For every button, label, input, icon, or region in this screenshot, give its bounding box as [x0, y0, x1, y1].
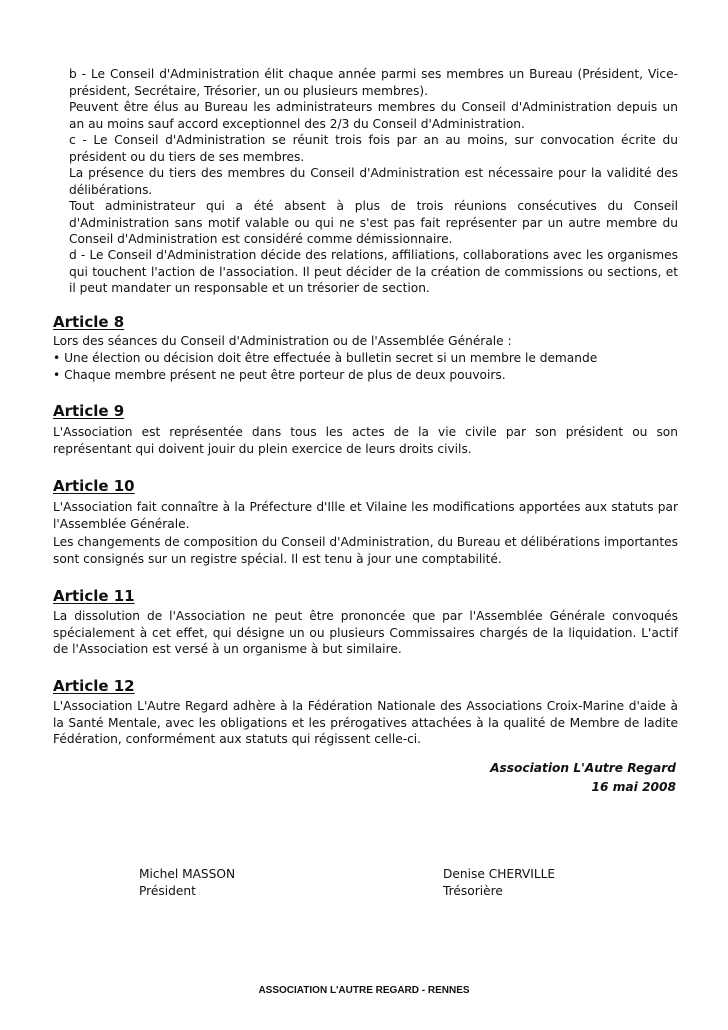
article-12-text: L'Association L'Autre Regard adhère à la Fédération Nationale des Associations Croix-Marine d'aide à la Santé Mentale, avec les obligations et les prérogatives attachées à la qualité de Membre de ladite Fédération, conformément aux statuts qui régissent celle-ci. — [53, 699, 678, 746]
article-10-text-2: Les changements de composition du Conseil d'Administration, du Bureau et délibérations importantes sont consignés sur un registre spécial. Il est tenu à jour une comptabilité. — [53, 535, 678, 566]
article-8-bullet-1: • Une élection ou décision doit être effectuée à bulletin secret si un membre le demande — [53, 351, 598, 365]
signatory-president — [139, 866, 235, 899]
paragraph-c2: La présence du tiers des membres du Conseil d'Administration est nécessaire pour la validité des délibérations. — [69, 166, 678, 197]
article-11-heading: Article 11 — [53, 587, 135, 605]
article-11-text: La dissolution de l'Association ne peut être prononcée que par l'Assemblée Générale convoqués spécialement à cet effet, qui désigne un ou plusieurs Commissaires chargés de la liquidation. L'actif de l'Association est versé à un organisme à but similaire. — [53, 609, 678, 656]
signatory-president-name: Michel MASSON — [139, 867, 236, 881]
signatory-treasurer — [443, 866, 555, 899]
paragraph-d: d - Le Conseil d'Administration décide des relations, affiliations, collaborations avec les organismes qui touchent l'action de l'association. Il peut décider de la création de commissions ou sections, et il peut mandater un responsable et un trésorier de section. — [69, 248, 678, 295]
article-9-text: L'Association est représentée dans tous les actes de la vie civile par son président ou son représentant qui doivent jouir du plein exercice de leurs droits civils. — [53, 425, 678, 456]
page-footer: ASSOCIATION L'AUTRE REGARD - RENNES — [258, 985, 470, 996]
article-9-heading: Article 9 — [53, 402, 125, 420]
closing-date: 16 mai 2008 — [591, 780, 676, 794]
article-10-text-1: L'Association fait connaître à la Préfecture d'Ille et Vilaine les modifications apportées aux statuts par l'Assemblée Générale. — [53, 500, 678, 531]
article-12-heading: Article 12 — [53, 677, 135, 695]
signatory-treasurer-role: Trésorière — [443, 883, 503, 898]
article-8-heading: Article 8 — [53, 313, 125, 331]
article-8-bullet-2: • Chaque membre présent ne peut être porteur de plus de deux pouvoirs. — [53, 368, 506, 382]
paragraph-c3: Tout administrateur qui a été absent à plus de trois réunions consécutives du Conseil d'Administration sans motif valable ou qui ne s'est pas fait représenter par un autre membre du Conseil d'Administration est considéré comme démissionnaire. — [69, 199, 678, 246]
paragraph-c: c - Le Conseil d'Administration se réunit trois fois par an au moins, sur convocation écrite du président ou du tiers de ses membres. — [69, 133, 678, 164]
paragraph-b2: Peuvent être élus au Bureau les administrateurs membres du Conseil d'Administration depuis un an au moins sauf accord exceptionnel des 2/3 du Conseil d'Administration. — [69, 100, 678, 131]
paragraph-b: b - Le Conseil d'Administration élit chaque année parmi ses membres un Bureau (Président, Vice-président, Secrétaire, Trésorier, un ou plusieurs membres). — [69, 67, 678, 98]
article-8-intro: Lors des séances du Conseil d'Administration ou de l'Assemblée Générale : — [53, 334, 512, 348]
signatory-president-role: Président — [139, 883, 196, 898]
article-10-heading: Article 10 — [53, 477, 135, 495]
signatory-treasurer-name: Denise CHERVILLE — [443, 867, 556, 881]
closing-association: Association L'Autre Regard — [490, 761, 676, 775]
